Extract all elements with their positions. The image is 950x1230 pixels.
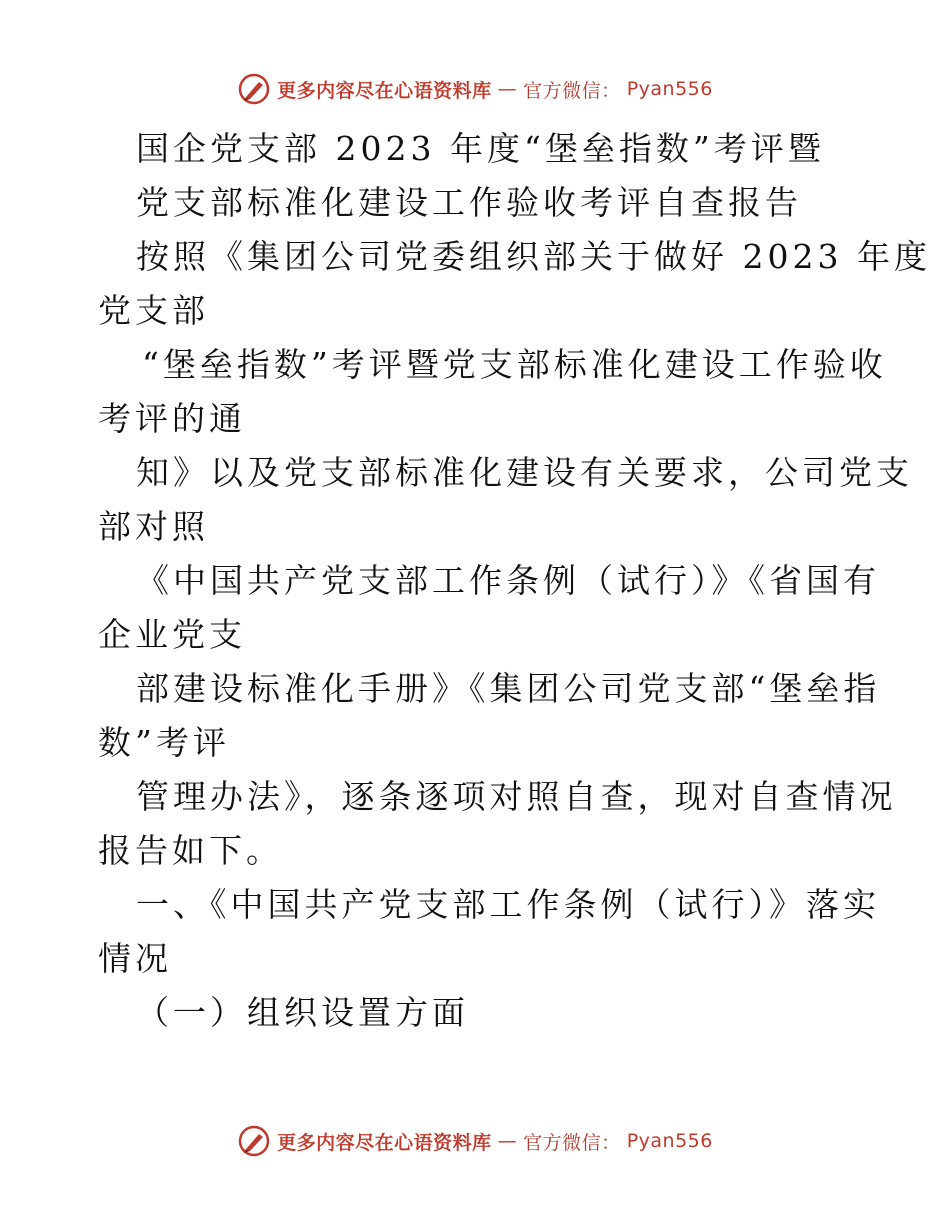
watermark-brand: 更多内容尽在心语资料库 <box>277 1131 492 1154</box>
paragraph-line: 按照《集团公司党委组织部关于做好 2023 年度 <box>136 237 931 276</box>
pen-icon <box>237 1124 271 1158</box>
watermark-footer <box>0 1124 950 1158</box>
section-heading: 一、《中国共产党支部工作条例（试行）》落实 <box>136 885 880 924</box>
paragraph-line: 知》以及党支部标准化建设有关要求，公司党支 <box>136 453 913 492</box>
document-body <box>98 122 931 1040</box>
section-heading-cont: 情况 <box>98 939 172 978</box>
paragraph-line: 数”考评 <box>98 723 230 762</box>
paragraph-line: 管理办法》，逐条逐项对照自查，现对自查情况 <box>136 777 897 816</box>
watermark-brand: 更多内容尽在心语资料库 <box>277 79 492 102</box>
watermark-header <box>0 72 950 106</box>
doc-title-line-1: 国企党支部 2023 年度“堡垒指数”考评暨 <box>136 129 825 168</box>
watermark-dash: — <box>497 78 518 100</box>
paragraph-line: 企业党支 <box>98 615 246 654</box>
paragraph-line: 考评的通 <box>98 399 246 438</box>
paragraph-line: 《中国共产党支部工作条例（试行）》《省国有 <box>136 561 880 600</box>
paragraph-line: “堡垒指数”考评暨党支部标准化建设工作验收 <box>142 345 887 384</box>
doc-title-line-2: 党支部标准化建设工作验收考评自查报告 <box>136 183 802 222</box>
subsection-heading: （一）组织设置方面 <box>136 993 469 1032</box>
watermark-label: 官方微信： <box>523 1131 621 1154</box>
watermark-label: 官方微信： <box>523 79 621 102</box>
watermark-id: Pyan556 <box>626 1130 713 1152</box>
watermark-dash: — <box>497 1130 518 1152</box>
paragraph-line: 部对照 <box>98 507 209 546</box>
watermark-id: Pyan556 <box>626 78 713 100</box>
pen-icon <box>237 72 271 106</box>
paragraph-line: 党支部 <box>98 291 209 330</box>
paragraph-line: 部建设标准化手册》《集团公司党支部“堡垒指 <box>136 669 881 708</box>
paragraph-line: 报告如下。 <box>98 831 283 870</box>
